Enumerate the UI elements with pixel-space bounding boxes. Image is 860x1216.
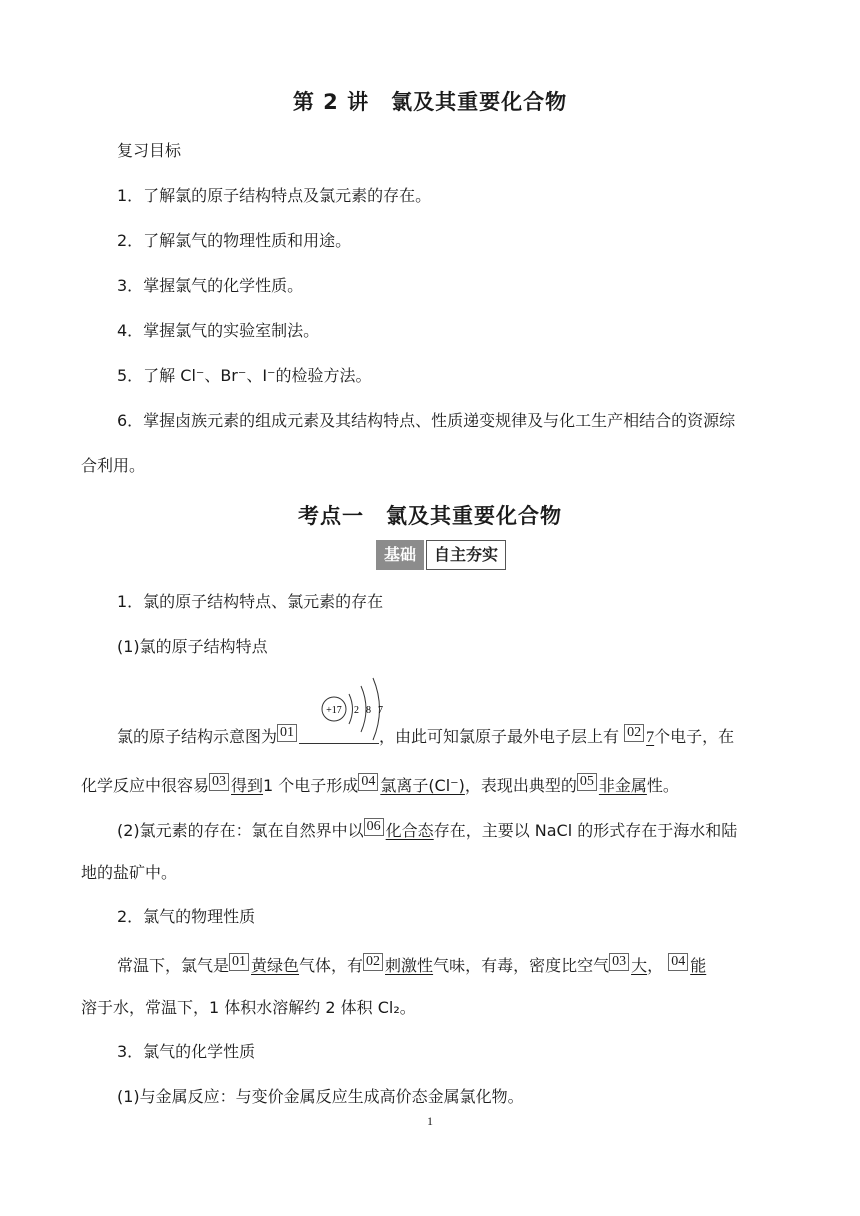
blank-number-box: 05 xyxy=(577,773,597,791)
blank-number-box: 02 xyxy=(624,724,644,742)
blank-number-box: 02 xyxy=(363,953,383,971)
answer-text: 氯离子(Cl⁻) xyxy=(380,776,465,795)
paragraph-element-existence: (2)氯元素的存在：氯在自然界中以 06 化合态存在，主要以 NaCl 的形式存在于海水和陆 xyxy=(117,819,738,840)
objective-item: 1．了解氯的原子结构特点及氯元素的存在。 xyxy=(117,186,432,205)
paragraph-atom-structure: 氯的原子结构示意图为 01 ，由此可知氯原子最外电子层上有 02 7个电子，在 xyxy=(117,725,735,746)
s2-heading: 2．氯气的物理性质 xyxy=(117,907,256,926)
atom-shell-1: 2 xyxy=(354,705,359,716)
page-title: 第 2 讲 氯及其重要化合物 xyxy=(292,90,568,114)
blank-number-box: 04 xyxy=(358,773,378,791)
atom-nucleus-label: +17 xyxy=(326,705,342,716)
badge-basic: 基础 xyxy=(376,540,424,570)
blank-number-box: 03 xyxy=(209,773,229,791)
objective-item: 2．了解氯气的物理性质和用途。 xyxy=(117,231,352,250)
paragraph-continuation: 地的盐矿中。 xyxy=(81,863,178,882)
answer-text: 刺激性 xyxy=(385,956,434,975)
blank-number-box: 01 xyxy=(229,953,249,971)
blank-number-box: 06 xyxy=(364,818,384,836)
answer-text: 7 xyxy=(646,729,655,746)
objective-item: 合利用。 xyxy=(81,456,146,475)
blank-number-box: 03 xyxy=(609,953,629,971)
objective-item: 3．掌握氯气的化学性质。 xyxy=(117,276,304,295)
objectives-heading: 复习目标 xyxy=(117,141,182,160)
s3-heading: 3．氯气的化学性质 xyxy=(117,1042,256,1061)
section-title: 考点一 氯及其重要化合物 xyxy=(298,504,562,528)
s1-sub1: (1)氯的原子结构特点 xyxy=(117,637,268,656)
answer-text: 大 xyxy=(631,956,648,975)
badge-self-study: 自主夯实 xyxy=(426,540,506,570)
answer-text: 化合态 xyxy=(385,821,434,840)
answer-text: 得到 xyxy=(231,776,264,795)
answer-blank xyxy=(299,729,379,744)
paragraph-physical-properties: 常温下，氯气是 01 黄绿色气体，有 02 刺激性气味，有毒，密度比空气 03 大， 04 能 xyxy=(117,954,707,975)
objective-item: 4．掌握氯气的实验室制法。 xyxy=(117,321,320,340)
answer-text: 能 xyxy=(690,956,707,975)
section-badge xyxy=(376,540,506,570)
paragraph-electron-gain: 化学反应中很容易 03 得到1 个电子形成 04 氯离子(Cl⁻)，表现出典型的 05 非金属性。 xyxy=(81,774,679,795)
blank-number-box: 04 xyxy=(668,953,688,971)
objective-item: 6．掌握卤族元素的组成元素及其结构特点、性质递变规律及与化工生产相结合的资源综 xyxy=(117,411,736,430)
atom-shell-3: 7 xyxy=(378,705,383,716)
answer-text: 黄绿色 xyxy=(251,956,300,975)
objective-item: 5．了解 Cl⁻、Br⁻、I⁻的检验方法。 xyxy=(117,366,372,385)
blank-number-box: 01 xyxy=(277,724,297,742)
s3-sub1: (1)与金属反应：与变价金属反应生成高价态金属氯化物。 xyxy=(117,1087,524,1106)
page-number: 1 xyxy=(427,1114,433,1128)
paragraph-continuation: 溶于水，常温下，1 体积水溶解约 2 体积 Cl₂。 xyxy=(81,998,416,1017)
s1-heading: 1．氯的原子结构特点、氯元素的存在 xyxy=(117,592,384,611)
atom-shell-2: 8 xyxy=(366,705,371,716)
answer-text: 非金属 xyxy=(598,776,647,795)
